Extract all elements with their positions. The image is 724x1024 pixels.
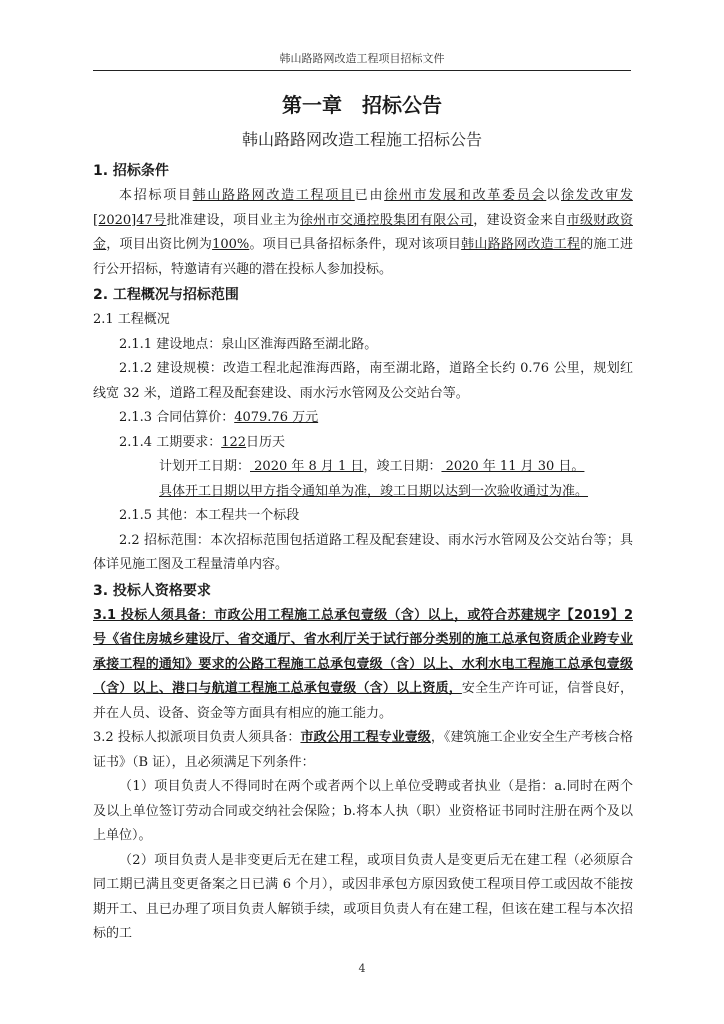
condition-1: （1）项目负责人不得同时在两个或者两个以上单位受聘或者执业（是指：a.同时在两个及以上单位签订劳动合同或交纳社会保险；b.将本人执（职）业资格证书同时注册在两个及以上单位）。	[93, 779, 633, 843]
schedule-note: 具体开工日期以甲方指令通知单为准，竣工日期以达到一次验收通过为准。	[159, 483, 589, 499]
item-2-1-2: 2.1.2 建设规模：改造工程北起淮海西路，南至湖北路，道路全长约 0.76 公里，规划红线宽 32 米，道路工程及配套建设、雨水污水管网及公交站台等。	[93, 361, 633, 401]
contract-estimate: 4079.76 万元	[234, 410, 319, 425]
document-body	[93, 158, 633, 947]
bidding-conditions-paragraph: 本招标项目韩山路路网改造工程项目已由徐州市发展和改革委员会以徐发改审发[2020]47号批准建设，项目业主为徐州市交通控股集团有限公司，建设资金来自市级财政资金，项目出资比例为100%。项目已具备招标条件，现对该项目韩山路路网改造工程的施工进行公开招标，特邀请有兴趣的潜在投标人参加投标。	[93, 188, 633, 277]
subsection-2-1: 2.1 工程概况	[93, 312, 170, 327]
announcement-title: 韩山路路网改造工程施工招标公告	[241, 130, 482, 149]
subsection-2-2: 2.2 招标范围：本次招标范围包括道路工程及配套建设、雨水污水管网及公交站台等；具体详见施工图及工程量清单内容。	[93, 532, 633, 572]
section-2-heading: 2. 工程概况与招标范围	[93, 287, 239, 303]
schedule-dates: 计划开工日期： 2020 年 8 月 1 日，竣工日期： 2020 年 11 月 30 日。	[159, 459, 585, 474]
item-2-1-5: 2.1.5 其他：本工程共一个标段	[119, 508, 300, 523]
item-2-1-1: 2.1.1 建设地点：泉山区淮海西路至湖北路。	[119, 336, 378, 352]
section-3-heading: 3. 投标人资格要求	[93, 582, 211, 599]
duration-days: 122	[221, 434, 247, 450]
item-3-2: 3.2 投标人拟派项目负责人须具备：市政公用工程专业壹级，《建筑施工企业安全生产考核合格证书》（B 证），且必须满足下列条件：	[93, 730, 633, 770]
chapter-title: 第一章 招标公告	[282, 93, 442, 117]
condition-2: （2）项目负责人是非变更后无在建工程，或项目负责人是变更后无在建工程（必须原合同工期已满且变更备案之日已满 6 个月），或因非承包方原因致使工程项目停工或因故不能按期开工、且已办理了项目负责人解锁手续，或项目负责人有在建工程，但该在建工程与本次招标的工	[93, 852, 633, 941]
item-2-1-3: 2.1.3 合同估算价：4079.76 万元	[119, 410, 319, 425]
section-1-heading: 1. 招标条件	[93, 163, 169, 179]
item-2-1-4: 2.1.4 工期要求：122日历天	[119, 434, 286, 450]
page-number: 4	[358, 962, 366, 975]
page-header: 韩山路路网改造工程项目招标文件	[93, 50, 631, 71]
item-3-1: 3.1 投标人须具备：市政公用工程施工总承包壹级（含）以上，或符合苏建规字【2019】2 号《省住房城乡建设厅、省交通厅、省水利厅关于试行部分类别的施工总承包资质企业跨专业承接工程的通知》要求的公路工程施工总承包壹级（含）以上、水利水电工程施工总承包壹级（含）以上、港口与航道工程施工总承包壹级（含）以上资质，安全生产许可证，信誉良好，并在人员、设备、资金等方面具有相应的施工能力。	[93, 607, 633, 721]
